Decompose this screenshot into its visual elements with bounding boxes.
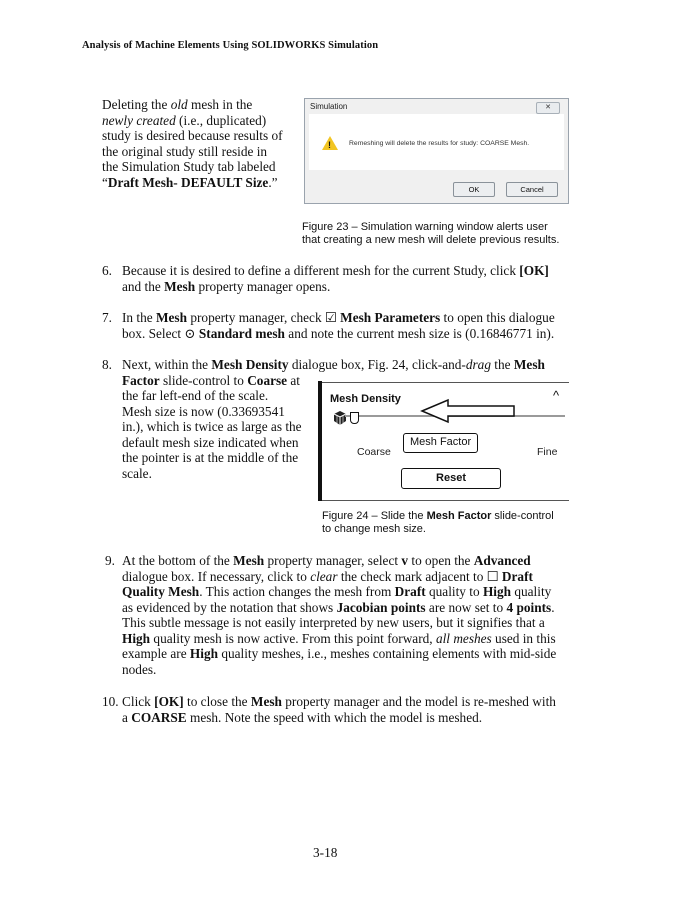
step-9: 9. At the bottom of the Mesh property manager, select v to open the Advanced dialogue box. If necessary, click to clear the check mark adjacent to ☐ Draft Quality Mesh. This action changes the mesh from Draft quality to High quality as evidenced by the notation that shows Jacobian points are now set to 4 points. This subtle message is not easily interpreted by new users, but it signifies that a High quality mesh is now active. From this point forward, all meshes used in this example are High quality meshes, i.e., meshes containing elements with mid-side nodes. [105, 553, 575, 677]
intro-line: study is desired because results of [102, 128, 283, 143]
step-line: Mesh size is now (0.33693541 [122, 403, 285, 419]
caption-line: to change mesh size. [322, 523, 426, 535]
collapse-icon[interactable]: ^ [553, 388, 560, 403]
mesh-factor-slider-handle[interactable] [350, 412, 359, 424]
caption-line: Figure 24 – Slide the Mesh Factor slide-control [322, 510, 554, 522]
panel-top-divider [322, 382, 569, 383]
caption-line: that creating a new mesh will delete previous results. [302, 234, 560, 246]
mesh-cube-icon [333, 410, 347, 426]
intro-line: newly created (i.e., duplicated) [102, 112, 267, 128]
cancel-button[interactable]: Cancel [506, 182, 558, 197]
caption-line: Figure 23 – Simulation warning window alerts user [302, 221, 548, 233]
step-number: 8. [102, 357, 112, 372]
simulation-dialog [304, 98, 569, 204]
page-number: 3-18 [313, 845, 338, 860]
intro-paragraph [102, 97, 302, 190]
left-arrow-icon [420, 398, 518, 424]
intro-line: “Draft Mesh- DEFAULT Size.” [102, 174, 278, 190]
coarse-label: Coarse [357, 446, 391, 458]
step-8: 8. Next, within the Mesh Density dialogue box, Fig. 24, click-and-drag the Mesh Factor slide-control to Coarse at the far left-end of the scale. Mesh size is now (0.33693541 in.), which is twice as large as the default mesh size indicated when the pointer is at the middle of the scale. [102, 357, 572, 481]
mesh-density-title: Mesh Density [330, 393, 401, 405]
panel-left-bar [318, 381, 322, 501]
step-number: 7. [102, 310, 112, 325]
step-line: in.), which is twice as large as the [122, 419, 302, 434]
reset-button[interactable]: Reset [401, 468, 501, 489]
warning-icon-mark: ! [328, 140, 331, 150]
dialog-title: Simulation [310, 102, 348, 111]
step-number: 9. [105, 553, 115, 568]
running-head: Analysis of Machine Elements Using SOLIDWORKS Simulation [82, 40, 379, 51]
intro-line: the Simulation Study tab labeled [102, 159, 276, 174]
step-line: scale. [122, 465, 152, 481]
mesh-factor-tooltip: Mesh Factor [403, 433, 478, 453]
intro-line: Deleting the old mesh in the [102, 97, 253, 112]
fine-label: Fine [537, 446, 558, 458]
step-line: the pointer is at the middle of the [122, 450, 299, 465]
intro-line: the original study still reside in [102, 143, 268, 159]
step-line: nodes. [122, 661, 157, 677]
step-number: 10. [102, 694, 119, 709]
figure-23-caption [302, 221, 559, 247]
step-line: This subtle message is not easily interpreted by new users, but it signifies that a [122, 615, 545, 630]
panel-bottom-divider [322, 500, 569, 501]
step-6: 6. Because it is desired to define a different mesh for the current Study, click [OK] and the Mesh property manager opens. [102, 263, 549, 294]
dialog-body [309, 114, 564, 170]
close-icon[interactable]: ✕ [536, 102, 560, 114]
step-number: 6. [102, 263, 112, 278]
dialog-message: Remeshing will delete the results for study: COARSE Mesh. [349, 140, 530, 147]
step-line: default mesh size indicated when [122, 434, 299, 450]
step-line: the far left-end of the scale. [122, 388, 269, 403]
figure-24-caption [322, 510, 554, 536]
ok-button[interactable]: OK [453, 182, 495, 197]
step-7: 7. In the Mesh property manager, check ☑ Mesh Parameters to open this dialogue box. Select ⊙ Standard mesh and note the current mesh size is (0.16846771 in). [102, 310, 555, 341]
step-10: 10. Click [OK] to close the Mesh property manager and the model is re-meshed with a COARSE mesh. Note the speed with which the model is meshed. [102, 694, 556, 725]
